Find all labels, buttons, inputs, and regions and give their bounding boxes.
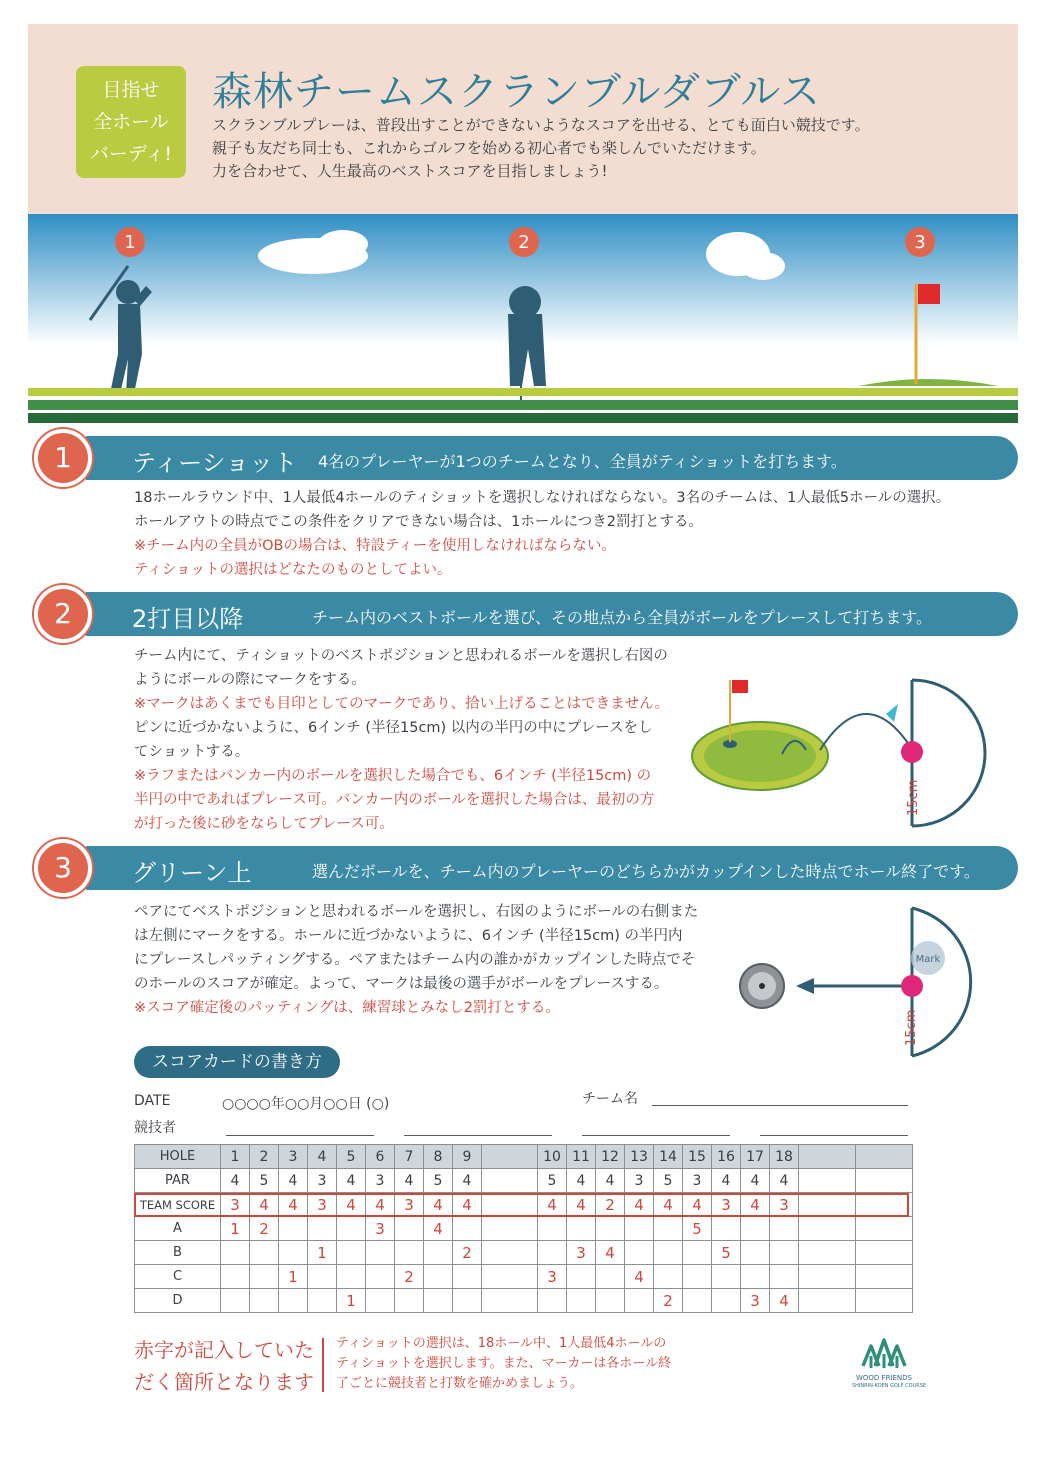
hole-number: 13 bbox=[625, 1145, 654, 1169]
score-cell[interactable]: 3 bbox=[567, 1241, 596, 1265]
score-cell[interactable]: 3 bbox=[366, 1217, 395, 1241]
score-cell[interactable] bbox=[567, 1217, 596, 1241]
note-line: ティショットの選択は、18ホール中、1人最低4ホールの bbox=[336, 1336, 667, 1351]
section-2-band bbox=[86, 592, 1018, 636]
score-cell[interactable] bbox=[453, 1265, 482, 1289]
score-cell[interactable] bbox=[424, 1265, 453, 1289]
score-cell[interactable] bbox=[741, 1265, 770, 1289]
hole-number: 1 bbox=[221, 1145, 250, 1169]
score-cell[interactable]: 4 bbox=[337, 1193, 366, 1217]
score-cell[interactable] bbox=[395, 1217, 424, 1241]
score-cell[interactable]: 4 bbox=[654, 1193, 683, 1217]
score-cell[interactable] bbox=[567, 1265, 596, 1289]
score-cell[interactable] bbox=[482, 1241, 538, 1265]
hole-number: 5 bbox=[337, 1145, 366, 1169]
intro-line: 力を合わせて、人生最高のベストスコアを目指しましょう! bbox=[212, 162, 608, 180]
hole-number bbox=[799, 1145, 856, 1169]
score-cell[interactable] bbox=[625, 1217, 654, 1241]
row-label: TEAM SCORE bbox=[135, 1193, 221, 1217]
score-cell[interactable] bbox=[538, 1217, 567, 1241]
score-cell[interactable] bbox=[395, 1241, 424, 1265]
hole-number: 4 bbox=[308, 1145, 337, 1169]
score-cell[interactable]: 5 bbox=[654, 1169, 683, 1193]
hole-number: 6 bbox=[366, 1145, 395, 1169]
radius-label: 15cm bbox=[906, 779, 921, 816]
row-label: A bbox=[135, 1217, 221, 1241]
divider bbox=[322, 1338, 324, 1392]
score-cell[interactable]: 5 bbox=[250, 1169, 279, 1193]
score-cell[interactable]: 4 bbox=[683, 1193, 712, 1217]
text-line: のホールのスコアが確定。よって、マークは最後の選手がボールをプレースする。 bbox=[134, 976, 669, 992]
section-1-text bbox=[134, 486, 950, 582]
text-line: は左側にマークをする。ホールに近づかないように、6インチ (半径15cm) の半円内 bbox=[134, 928, 683, 944]
step-number: 1 bbox=[124, 232, 136, 253]
score-cell[interactable] bbox=[683, 1265, 712, 1289]
text-line: ピンに近づかないように、6インチ (半径15cm) 以内の半円の中にプレースをし bbox=[134, 720, 653, 736]
score-cell[interactable] bbox=[482, 1169, 538, 1193]
row-label: B bbox=[135, 1241, 221, 1265]
score-cell[interactable] bbox=[799, 1169, 856, 1193]
score-cell[interactable] bbox=[366, 1241, 395, 1265]
score-cell[interactable] bbox=[770, 1217, 799, 1241]
score-cell[interactable]: 3 bbox=[395, 1193, 424, 1217]
score-cell[interactable] bbox=[741, 1217, 770, 1241]
score-cell[interactable]: 4 bbox=[424, 1217, 453, 1241]
score-cell[interactable]: 4 bbox=[453, 1193, 482, 1217]
score-cell[interactable]: 2 bbox=[654, 1289, 683, 1313]
text-line: 18ホールラウンド中、1人最低4ホールのティショットを選択しなければならない。3名のチームは、1人最低5ホールの選択。 bbox=[134, 490, 951, 506]
score-cell[interactable]: 4 bbox=[741, 1193, 770, 1217]
row-label: D bbox=[135, 1289, 221, 1313]
score-cell[interactable]: 5 bbox=[683, 1217, 712, 1241]
players-label: 競技者 bbox=[134, 1120, 176, 1136]
score-cell[interactable] bbox=[741, 1241, 770, 1265]
score-cell[interactable]: 3 bbox=[366, 1169, 395, 1193]
badge-line: 全ホール bbox=[93, 111, 169, 133]
hole-number: 17 bbox=[741, 1145, 770, 1169]
score-cell[interactable] bbox=[770, 1265, 799, 1289]
score-cell[interactable]: 3 bbox=[712, 1193, 741, 1217]
intro-line: スクランブルプレーは、普段出すことができないようなスコアを出せる、とても面白い競技です。 bbox=[212, 116, 870, 134]
score-cell[interactable] bbox=[770, 1241, 799, 1265]
flag-icon bbox=[732, 680, 748, 693]
score-cell[interactable] bbox=[453, 1289, 482, 1313]
score-cell[interactable]: 4 bbox=[567, 1169, 596, 1193]
score-cell[interactable]: 4 bbox=[453, 1169, 482, 1193]
score-cell[interactable] bbox=[683, 1289, 712, 1313]
hole-number: 7 bbox=[395, 1145, 424, 1169]
score-cell[interactable]: 4 bbox=[567, 1193, 596, 1217]
score-cell[interactable]: 3 bbox=[683, 1169, 712, 1193]
score-row bbox=[135, 1241, 913, 1265]
score-cell[interactable]: 3 bbox=[221, 1193, 250, 1217]
note-line: だく箇所となります bbox=[134, 1370, 314, 1394]
section-3-band bbox=[86, 846, 1018, 890]
text-line: ようにボールの際にマークをする。 bbox=[134, 672, 366, 688]
section-1-band bbox=[86, 436, 1018, 480]
score-cell[interactable] bbox=[799, 1265, 856, 1289]
score-cell[interactable] bbox=[308, 1217, 337, 1241]
placement-diagram bbox=[690, 670, 990, 835]
green-mark-diagram bbox=[730, 900, 1000, 1065]
score-cell[interactable] bbox=[221, 1289, 250, 1313]
score-cell[interactable] bbox=[712, 1265, 741, 1289]
score-cell[interactable]: 4 bbox=[596, 1169, 625, 1193]
score-cell[interactable]: 5 bbox=[538, 1169, 567, 1193]
hole-number: 2 bbox=[250, 1145, 279, 1169]
scorecard-heading: スコアカードの書き方 bbox=[134, 1046, 340, 1078]
hole-number: 11 bbox=[567, 1145, 596, 1169]
section-2-text bbox=[134, 644, 669, 836]
player-line bbox=[760, 1135, 908, 1136]
score-cell[interactable]: 1 bbox=[221, 1217, 250, 1241]
wood-friends-logo bbox=[852, 1336, 927, 1396]
player-line bbox=[582, 1135, 730, 1136]
team-name-label: チーム名 bbox=[582, 1091, 638, 1107]
score-cell[interactable]: 2 bbox=[250, 1217, 279, 1241]
score-cell[interactable] bbox=[799, 1193, 856, 1217]
step-number: 3 bbox=[914, 232, 926, 253]
header-panel bbox=[28, 24, 1018, 214]
score-cell[interactable] bbox=[856, 1169, 913, 1193]
score-cell[interactable] bbox=[337, 1241, 366, 1265]
score-cell[interactable]: 1 bbox=[337, 1289, 366, 1313]
score-row bbox=[135, 1289, 913, 1313]
text-line: チーム内にて、ティショットのベストポジションと思われるボールを選択し右図の bbox=[134, 648, 668, 664]
text-line: にプレースしパッティングする。ペアまたはチーム内の誰かがカップインした時点でそ bbox=[134, 952, 696, 968]
score-cell[interactable] bbox=[799, 1241, 856, 1265]
score-cell[interactable] bbox=[395, 1289, 424, 1313]
intro-text bbox=[212, 114, 870, 183]
hole-number: 18 bbox=[770, 1145, 799, 1169]
hole-number: 16 bbox=[712, 1145, 741, 1169]
score-cell[interactable]: 1 bbox=[279, 1265, 308, 1289]
score-cell[interactable]: 4 bbox=[625, 1265, 654, 1289]
score-cell[interactable]: 3 bbox=[538, 1265, 567, 1289]
score-cell[interactable]: 4 bbox=[712, 1169, 741, 1193]
text-line: 半円の中であればプレース可。バンカー内のボールを選択した場合は、最初の方 bbox=[134, 792, 655, 808]
score-cell[interactable] bbox=[221, 1265, 250, 1289]
text-line: てショットする。 bbox=[134, 744, 250, 760]
note-line: 了ごとに競技者と打数を確かめましょう。 bbox=[336, 1376, 584, 1391]
score-cell[interactable] bbox=[337, 1217, 366, 1241]
player-line bbox=[226, 1135, 374, 1136]
score-cell[interactable] bbox=[221, 1241, 250, 1265]
text-line: ティショットの選択はどなたのものとしてよい。 bbox=[134, 562, 452, 578]
score-cell[interactable] bbox=[856, 1265, 913, 1289]
score-row bbox=[135, 1217, 913, 1241]
note-line: 赤字が記入していた bbox=[134, 1338, 314, 1362]
score-cell[interactable] bbox=[567, 1289, 596, 1313]
score-cell[interactable]: 4 bbox=[366, 1193, 395, 1217]
score-cell[interactable] bbox=[337, 1265, 366, 1289]
score-cell[interactable]: 4 bbox=[424, 1193, 453, 1217]
radius-label: 15cm bbox=[904, 1009, 919, 1046]
score-cell[interactable]: 4 bbox=[538, 1193, 567, 1217]
score-cell[interactable]: 2 bbox=[596, 1193, 625, 1217]
score-row bbox=[135, 1265, 913, 1289]
golf-scene-illustration bbox=[28, 214, 1018, 426]
badge-line: バーディ! bbox=[89, 143, 173, 165]
badge-line: 目指せ bbox=[102, 79, 160, 101]
hole-number: 14 bbox=[654, 1145, 683, 1169]
score-cell[interactable] bbox=[538, 1289, 567, 1313]
badge bbox=[76, 66, 186, 178]
score-cell[interactable] bbox=[654, 1217, 683, 1241]
row-label: HOLE bbox=[135, 1145, 221, 1169]
section-description: 4名のプレーヤーが1つのチームとなり、全員がティショットを打ちます。 bbox=[318, 452, 847, 471]
text-line: ※ラフまたはバンカー内のボールを選択した場合でも、6インチ (半径15cm) の bbox=[134, 768, 652, 784]
section-3-text bbox=[134, 900, 698, 1020]
score-cell[interactable]: 4 bbox=[337, 1169, 366, 1193]
section-title: 2打目以降 bbox=[132, 605, 244, 633]
score-cell[interactable] bbox=[683, 1241, 712, 1265]
page-title: 森林チームスクランブルダブルス bbox=[212, 69, 821, 115]
score-row bbox=[135, 1169, 913, 1193]
text-line: ※チーム内の全員がOBの場合は、特設ティーを使用しなければならない。 bbox=[134, 538, 616, 554]
text-line: ※マークはあくまでも目印としてのマークであり、拾い上げることはできません。 bbox=[134, 696, 670, 712]
hole-number: 12 bbox=[596, 1145, 625, 1169]
score-cell[interactable]: 3 bbox=[770, 1193, 799, 1217]
score-cell[interactable]: 4 bbox=[741, 1169, 770, 1193]
score-cell[interactable]: 1 bbox=[308, 1241, 337, 1265]
text-line: ペアにてベストポジションと思われるボールを選択し、右図のようにボールの右側また bbox=[134, 904, 699, 920]
score-cell[interactable] bbox=[250, 1265, 279, 1289]
score-cell[interactable]: 4 bbox=[395, 1169, 424, 1193]
score-cell[interactable] bbox=[856, 1217, 913, 1241]
score-cell[interactable]: 4 bbox=[250, 1193, 279, 1217]
score-cell[interactable]: 4 bbox=[221, 1169, 250, 1193]
hole-number bbox=[856, 1145, 913, 1169]
tee-icon bbox=[886, 704, 898, 722]
mark-label: Mark bbox=[915, 954, 941, 965]
section-description: チーム内のベストボールを選び、その地点から全員がボールをプレースして打ちます。 bbox=[312, 608, 933, 627]
player-line bbox=[404, 1135, 552, 1136]
score-cell[interactable]: 5 bbox=[712, 1241, 741, 1265]
score-cell[interactable]: 3 bbox=[741, 1289, 770, 1313]
hole-number: 9 bbox=[453, 1145, 482, 1169]
score-cell[interactable] bbox=[625, 1289, 654, 1313]
score-cell[interactable]: 4 bbox=[625, 1193, 654, 1217]
hole-number: 10 bbox=[538, 1145, 567, 1169]
score-cell[interactable] bbox=[250, 1241, 279, 1265]
score-cell[interactable]: 2 bbox=[453, 1241, 482, 1265]
score-cell[interactable]: 4 bbox=[279, 1169, 308, 1193]
arrow-icon bbox=[796, 978, 814, 994]
score-cell[interactable]: 4 bbox=[770, 1169, 799, 1193]
hole-number: 15 bbox=[683, 1145, 712, 1169]
score-cell[interactable] bbox=[799, 1217, 856, 1241]
hole-number: 8 bbox=[424, 1145, 453, 1169]
score-cell[interactable]: 3 bbox=[625, 1169, 654, 1193]
score-cell[interactable] bbox=[424, 1241, 453, 1265]
section-number: 1 bbox=[34, 429, 92, 487]
ball-icon bbox=[901, 741, 923, 763]
score-cell[interactable] bbox=[596, 1265, 625, 1289]
section-description: 選んだボールを、チーム内のプレーヤーのどちらかがカップインした時点でホール終了です。 bbox=[312, 862, 980, 881]
score-cell[interactable]: 4 bbox=[596, 1241, 625, 1265]
text-line: ※スコア確定後のパッティングは、練習球とみなし2罰打とする。 bbox=[134, 1000, 560, 1016]
tree-logo-icon bbox=[859, 1336, 909, 1370]
score-cell[interactable] bbox=[308, 1289, 337, 1313]
section-number: 3 bbox=[34, 839, 92, 897]
score-cell[interactable] bbox=[712, 1217, 741, 1241]
score-cell[interactable] bbox=[799, 1289, 856, 1313]
score-cell[interactable] bbox=[712, 1289, 741, 1313]
score-cell[interactable] bbox=[654, 1265, 683, 1289]
ball-icon bbox=[901, 975, 923, 997]
score-cell[interactable] bbox=[482, 1193, 538, 1217]
score-cell[interactable] bbox=[279, 1289, 308, 1313]
team-name-line bbox=[652, 1105, 908, 1106]
score-cell[interactable] bbox=[424, 1289, 453, 1313]
red-entry-note bbox=[134, 1334, 314, 1398]
hole-number: 3 bbox=[279, 1145, 308, 1169]
hole-number bbox=[482, 1145, 538, 1169]
text-line: ホールアウトの時点でこの条件をクリアできない場合は、1ホールにつき2罰打とする。 bbox=[134, 514, 704, 530]
score-cell[interactable] bbox=[482, 1265, 538, 1289]
score-cell[interactable] bbox=[453, 1217, 482, 1241]
section-title: グリーン上 bbox=[132, 859, 252, 887]
score-cell[interactable] bbox=[625, 1241, 654, 1265]
step-number: 2 bbox=[518, 232, 530, 253]
logo-name: WOOD FRIENDS bbox=[855, 1374, 912, 1382]
score-cell[interactable] bbox=[538, 1241, 567, 1265]
score-cell[interactable]: 2 bbox=[395, 1265, 424, 1289]
intro-line: 親子も友だち同士も、これからゴルフを始める初心者でも楽しんでいただけます。 bbox=[212, 139, 766, 157]
row-label: C bbox=[135, 1265, 221, 1289]
score-cell[interactable] bbox=[308, 1265, 337, 1289]
score-cell[interactable]: 3 bbox=[308, 1193, 337, 1217]
section-number: 2 bbox=[34, 585, 92, 643]
score-cell[interactable]: 3 bbox=[308, 1169, 337, 1193]
logo-subtitle: SHINRIN-KOEN GOLF COURSE bbox=[852, 1383, 927, 1389]
hole-header-row bbox=[135, 1145, 913, 1169]
score-cell[interactable] bbox=[366, 1289, 395, 1313]
score-cell[interactable]: 4 bbox=[770, 1289, 799, 1313]
score-cell[interactable] bbox=[279, 1241, 308, 1265]
score-cell[interactable] bbox=[279, 1217, 308, 1241]
section-title: ティーショット bbox=[132, 449, 298, 477]
score-cell[interactable] bbox=[482, 1217, 538, 1241]
score-cell[interactable] bbox=[366, 1265, 395, 1289]
score-cell[interactable] bbox=[596, 1217, 625, 1241]
score-cell[interactable] bbox=[250, 1289, 279, 1313]
score-cell[interactable] bbox=[596, 1289, 625, 1313]
text-line: が打った後に砂をならしてプレース可。 bbox=[134, 816, 394, 832]
scorecard-table bbox=[134, 1144, 913, 1313]
date-value: ○○○○年○○月○○日 (○) bbox=[222, 1096, 390, 1112]
date-label: DATE bbox=[134, 1093, 171, 1109]
row-label: PAR bbox=[135, 1169, 221, 1193]
score-cell[interactable] bbox=[856, 1193, 913, 1217]
score-row bbox=[135, 1193, 913, 1217]
footer-note bbox=[336, 1334, 671, 1394]
score-cell[interactable] bbox=[654, 1241, 683, 1265]
score-cell[interactable] bbox=[856, 1289, 913, 1313]
score-cell[interactable] bbox=[856, 1241, 913, 1265]
score-cell[interactable] bbox=[482, 1289, 538, 1313]
score-cell[interactable]: 5 bbox=[424, 1169, 453, 1193]
note-line: ティショットを選択します。また、マーカーは各ホール終 bbox=[336, 1356, 672, 1371]
score-cell[interactable]: 4 bbox=[279, 1193, 308, 1217]
